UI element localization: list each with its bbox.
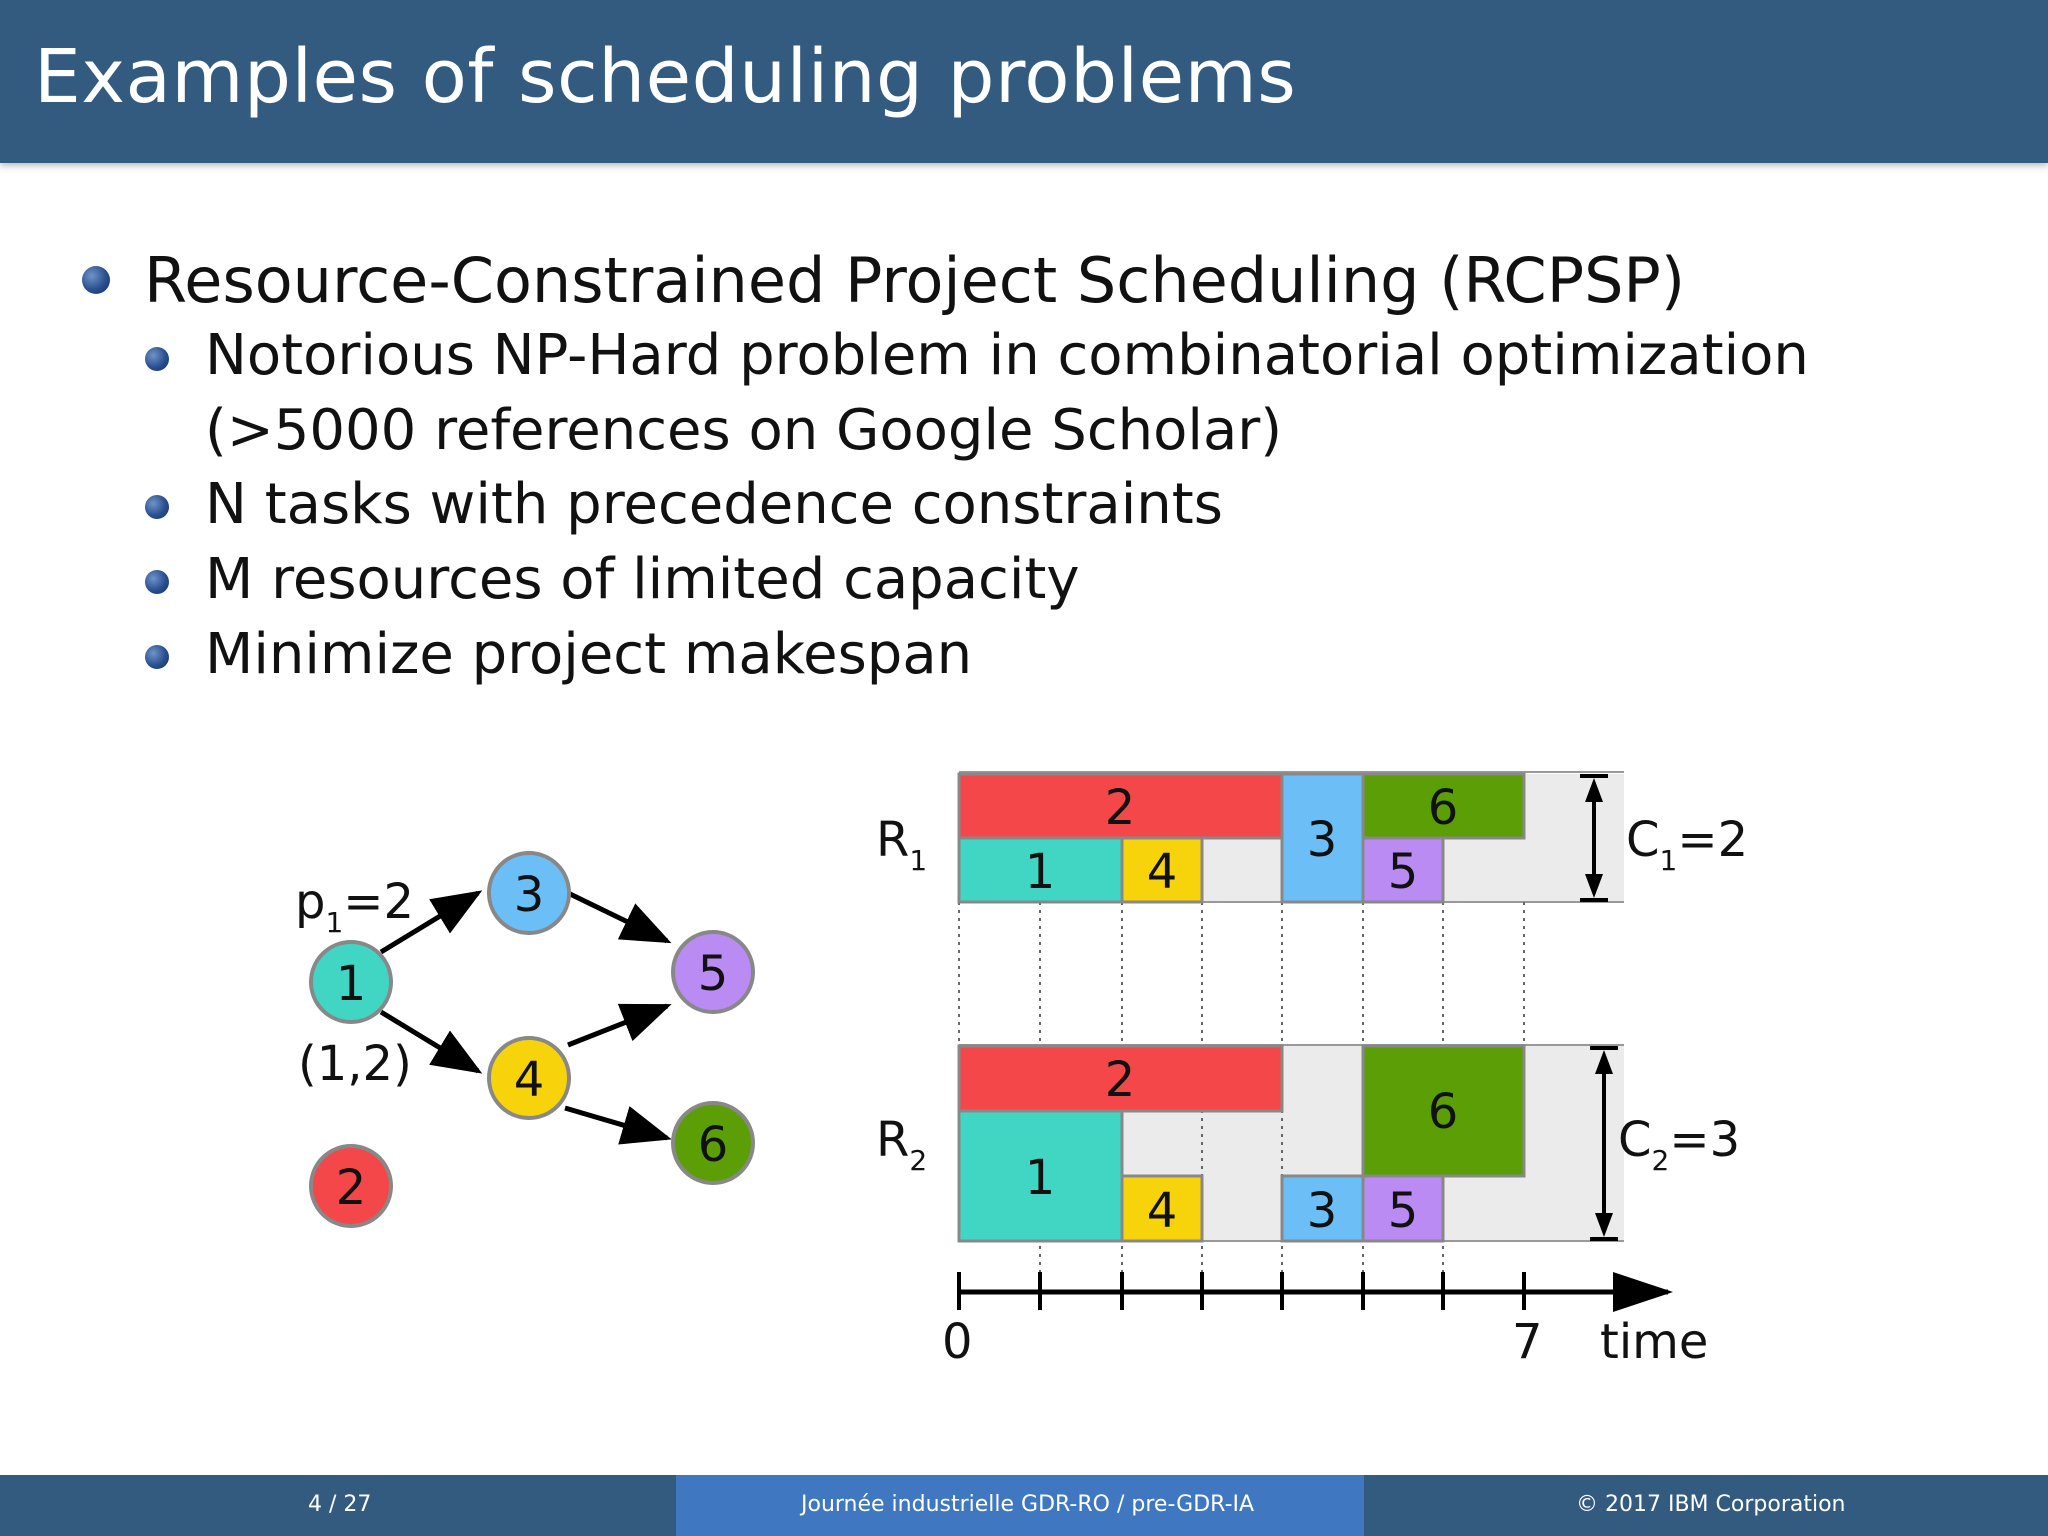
edge-label: (1,2) [298, 1036, 412, 1092]
node-label-1: 1 [335, 956, 367, 1012]
node-label-6: 6 [697, 1117, 729, 1173]
r1-task-6-label: 6 [1427, 780, 1459, 836]
page-number: 4 / 27 [308, 1492, 372, 1517]
axis-tick-0: 0 [942, 1314, 973, 1370]
r1-task-3-label: 3 [1306, 812, 1338, 868]
r2-task-1-label: 1 [1024, 1150, 1056, 1206]
axis-tick-7: 7 [1512, 1314, 1543, 1370]
r2-task-5-label: 5 [1387, 1183, 1419, 1239]
slide-title: Examples of scheduling problems [34, 34, 1297, 120]
sub-bullet-references: (>5000 references on Google Scholar) [205, 398, 1283, 463]
capacity-label-c1: $C_1=2$ [1626, 812, 1749, 877]
bullet-main: Resource-Constrained Project Scheduling (RCPSP) [144, 244, 1686, 317]
node-label-3: 3 [513, 867, 545, 923]
r2-task-6-label: 6 [1427, 1084, 1459, 1140]
node-label-5: 5 [697, 946, 729, 1002]
sub-bullet-resources: M resources of limited capacity [205, 547, 1080, 612]
sub-bullet-np-hard: Notorious NP-Hard problem in combinatorial optimization [205, 323, 1809, 388]
node-label-2: 2 [335, 1160, 367, 1216]
node-label-4: 4 [513, 1052, 545, 1108]
r2-task-4-label: 4 [1146, 1183, 1178, 1239]
resource-label-r2: $R_2$ [876, 1112, 928, 1177]
sub-bullet-tasks: N tasks with precedence constraints [205, 472, 1223, 537]
r2-task-2-label: 2 [1104, 1052, 1136, 1108]
capacity-label-c2: $C_2=3$ [1618, 1112, 1741, 1177]
sub-bullet-makespan: Minimize project makespan [205, 622, 973, 687]
duration-label: $p_1=2$ [295, 874, 415, 939]
r1-task-2-label: 2 [1104, 780, 1136, 836]
r1-task-1-label: 1 [1024, 844, 1056, 900]
footer-bar [0, 1475, 2048, 1536]
axis-label-time: time [1600, 1314, 1709, 1370]
footer-event: Journée industrielle GDR-RO / pre-GDR-IA [801, 1492, 1255, 1517]
r1-task-5-label: 5 [1387, 844, 1419, 900]
footer-copyright: © 2017 IBM Corporation [1576, 1492, 1846, 1517]
resource-label-r1: $R_1$ [876, 812, 928, 877]
r2-task-3-label: 3 [1306, 1183, 1338, 1239]
r1-task-4-label: 4 [1146, 844, 1178, 900]
